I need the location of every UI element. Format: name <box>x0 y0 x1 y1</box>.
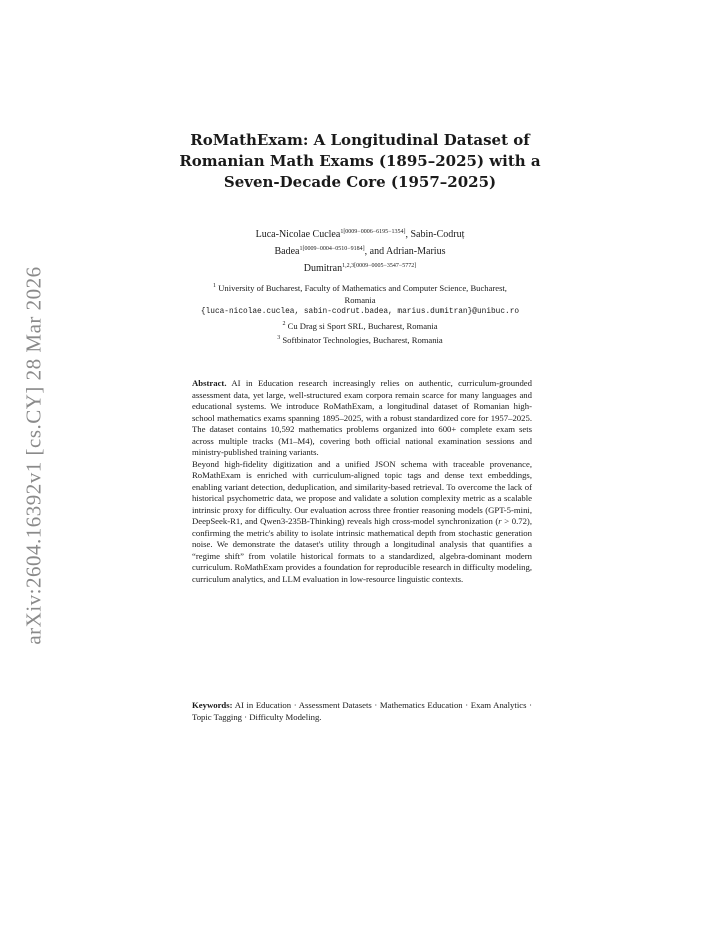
author-1-name: Luca-Nicolae Cuclea <box>255 229 341 240</box>
arxiv-identifier <box>14 260 54 650</box>
author-3-name: Dumitran <box>303 263 343 274</box>
affil-3-number: 3 <box>277 335 281 341</box>
author-2-name-start: Sabin-Codruț <box>410 229 465 240</box>
title-line-3: Seven-Decade Core (1957–2025) <box>223 173 497 191</box>
abstract-paragraph-2a: Beyond high-fidelity digitization and a unified JSON schema with traceable provenance, RoMathExam is enriched with curriculum-aligned topic tags and dense text embeddings, enabling variant detection, deduplication, and similarity-based retrieval. To overcome the lack of historical psychometric data, we propose and validate a solution complexity metric as a scalable intrinsic proxy for difficulty. Our evaluation across three frontier reasoning models (GPT-5-mini, DeepSeek-R1, and Qwen3-235B-Thinking) reveals high cross-model synchronization ( <box>192 458 532 526</box>
affil-3-text: Softbinator Technologies, Bucharest, Romania <box>282 335 443 345</box>
author-2-orcid: 1[0009−0004−0510−9184] <box>299 246 365 252</box>
affil-2-text: Cu Drag si Sport SRL, Bucharest, Romania <box>287 321 438 331</box>
keywords-text: AI in Education · Assessment Datasets · Mathematics Education · Exam Analytics · Topic Tagging · Difficulty Modeling. <box>192 700 532 722</box>
author-list: Luca-Nicolae Cuclea$^{1[0009-0006-6195-1354]}$, Sabin-Codruț Badea$^{1[0009-0004-0510-9184]}$, and Adrian-Marius Dumitran$^{1,2,3[0009-0005-3547-5772]}$ <box>255 229 465 274</box>
author-emails: {luca-nicolae.cuclea, sabin-codrut.badea, marius.dumitran}@unibuc.ro <box>200 308 520 316</box>
abstract <box>192 378 532 585</box>
abstract-paragraph-1: AI in Education research increasingly relies on authentic, curriculum-grounded assessment data, yet large, well-structured exam corpora remain scarce for many languages and educational systems. We introduce RoMathExam, a longitudinal dataset of Romanian high-school mathematics exams spanning 1895–2025, with a robust standardized core for 1957–2025. The dataset contains 10,592 mathematics problems organized into 600+ complete exam sets across multiple tracks (M1–M4), covering both official national examination sessions and ministry-published training variants. <box>192 378 532 457</box>
abstract-paragraph-2b: > 0.72), confirming the metric's ability to isolate intrinsic mathematical depth from stochastic generation noise. We demonstrate the dataset's utility through a longitudinal analysis that quantifies a “regime shift” from volatile historical formats to a standardized, algebra-dominant modern curriculum. RoMathExam provides a foundation for reproducible research in difficulty modeling, curriculum analytics, and LLM evaluation in low-resource linguistic contexts. <box>192 516 532 584</box>
affil-1-text-cont: Romania <box>344 295 376 305</box>
affil-2-number: 2 <box>282 321 286 327</box>
title-line-1: RoMathExam: A Longitudinal Dataset of <box>190 131 530 149</box>
title-line-2: Romanian Math Exams (1895–2025) with a <box>179 152 541 170</box>
affil-1-text: University of Bucharest, Faculty of Mathematics and Computer Science, Bucharest, <box>218 283 507 293</box>
author-2-name-end: Badea <box>274 246 300 257</box>
affiliations <box>150 280 570 346</box>
author-1-orcid: 1[0009−0006−6195−1354] <box>340 229 406 235</box>
abstract-label: Abstract. <box>192 378 227 388</box>
paper-title <box>150 130 570 193</box>
keywords-label: Keywords: <box>192 700 233 710</box>
affil-1-number: 1 <box>213 283 217 289</box>
keywords <box>192 700 532 723</box>
author-3-orcid: 1,2,3[0009−0005−3547−5772] <box>342 263 417 269</box>
author-and-text: and Adrian-Marius <box>369 246 446 257</box>
abstract-r-symbol: r <box>498 516 502 526</box>
arxiv-id-text: arXiv:2604.16392v1 [cs.CY] 28 Mar 2026 <box>21 265 46 645</box>
